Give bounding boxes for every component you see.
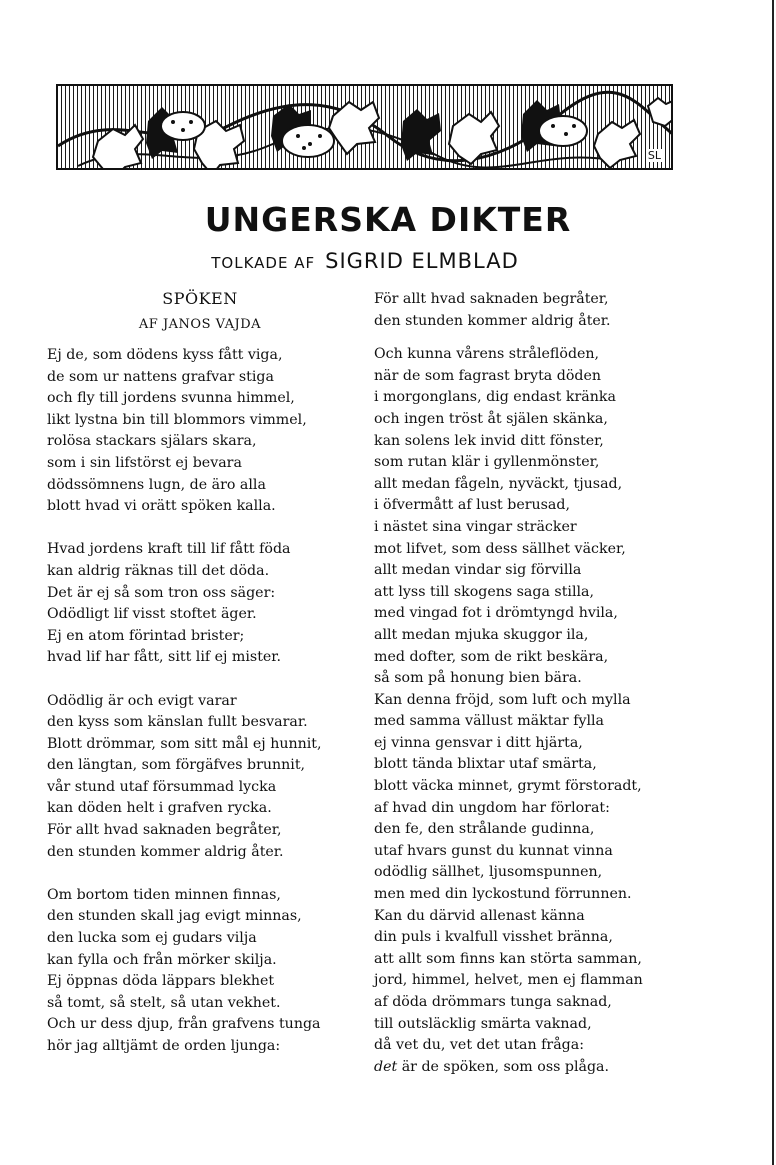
poem-line: den lucka som ej gudars vilja bbox=[47, 930, 257, 947]
poem-line: att lyss till skogens saga stilla, bbox=[374, 583, 594, 600]
poem-line: mot lifvet, som dess sällhet väcker, bbox=[374, 540, 626, 557]
poem-line: blott tända blixtar utaf smärta, bbox=[374, 756, 597, 773]
poem-line: den stunden skall jag evigt minnas, bbox=[47, 908, 302, 925]
poem-line: hör jag alltjämt de orden ljunga: bbox=[47, 1038, 281, 1054]
poem-line: Hvad jordens kraft till lif fått föda bbox=[47, 541, 291, 558]
poem-line: rolösa stackars själars skara, bbox=[47, 433, 257, 450]
stanza bbox=[47, 345, 322, 518]
poem-line: den stunden kommer aldrig åter. bbox=[374, 312, 611, 329]
artist-monogram: SL bbox=[647, 149, 661, 162]
poem-line: Kan denna fröjd, som luft och mylla bbox=[374, 691, 631, 708]
stanza bbox=[374, 344, 643, 1057]
poem-line: För allt hvad saknaden begråter, bbox=[47, 822, 282, 839]
page-edge bbox=[772, 0, 774, 1165]
poem-line: odödlig sällhet, ljusomspunnen, bbox=[374, 864, 603, 881]
poem-line: de som ur nattens grafvar stiga bbox=[47, 368, 274, 385]
poem-line: så tomt, så stelt, så utan vekhet. bbox=[47, 994, 281, 1011]
subtitle-prefix: TOLKADE AF bbox=[211, 254, 316, 272]
poem-line: så som på honung bien bära. bbox=[374, 670, 582, 687]
poem-line: af hvad din ungdom har förlorat: bbox=[374, 799, 610, 816]
poem-line: och ingen tröst åt själen skänka, bbox=[374, 410, 608, 427]
poem-line: i öfvermått af lust berusad, bbox=[374, 497, 570, 514]
poem-line: kan fylla och från mörker skilja. bbox=[47, 951, 277, 968]
poem-line: då vet du, vet det utan fråga: bbox=[374, 1037, 584, 1054]
floral-ornament bbox=[58, 86, 673, 170]
poem-line: Odödligt lif visst stoftet äger. bbox=[47, 606, 257, 623]
poem-line: blott väcka minnet, grymt förstoradt, bbox=[374, 778, 642, 795]
poem-line: och fly till jordens svunna himmel, bbox=[47, 390, 295, 407]
decorative-banner bbox=[56, 84, 673, 170]
poem-line: den kyss som känslan fullt besvarar. bbox=[47, 714, 308, 731]
poem-line: allt medan mjuka skuggor ila, bbox=[374, 626, 589, 643]
emphasis: det bbox=[374, 1058, 398, 1075]
right-column bbox=[374, 289, 643, 1078]
poem-title: SPÖKEN bbox=[162, 289, 238, 308]
poem-line: vår stund utaf försummad lycka bbox=[47, 778, 277, 795]
poem-line: Det är ej så som tron oss säger: bbox=[47, 584, 276, 601]
poem-line: jord, himmel, helvet, men ej flamman bbox=[374, 972, 643, 989]
page-title: UNGERSKA DIKTER bbox=[204, 200, 572, 239]
poem-line: Och ur dess djup, från grafvens tunga bbox=[47, 1016, 321, 1033]
poem-line: allt medan fågeln, nyväckt, tjusad, bbox=[374, 475, 623, 492]
line-text: är de spöken, som oss plåga. bbox=[397, 1058, 610, 1075]
poem-line: att allt som finns kan störta samman, bbox=[374, 950, 642, 967]
poem-line: Om bortom tiden minnen finnas, bbox=[47, 886, 281, 903]
poem-line: kan aldrig räknas till det döda. bbox=[47, 562, 270, 579]
poem-line: den fe, den strålande gudinna, bbox=[374, 821, 595, 838]
poem-line: med dofter, som de rikt beskära, bbox=[374, 648, 609, 665]
translator-name: SIGRID ELMBLAD bbox=[325, 249, 519, 273]
subtitle bbox=[0, 249, 730, 273]
poem-line: blott hvad vi orätt spöken kalla. bbox=[47, 498, 276, 515]
poem-line: den längtan, som förgäfves brunnit, bbox=[47, 757, 306, 774]
poem-line: likt lystna bin till blommors vimmel, bbox=[47, 411, 307, 428]
poem-line: din puls i kvalfull visshet bränna, bbox=[374, 929, 613, 946]
poem-line: som i sin lifstörst ej bevara bbox=[47, 454, 242, 471]
poem-author: AF JANOS VAJDA bbox=[138, 317, 262, 332]
poem-line: den stunden kommer aldrig åter. bbox=[47, 843, 284, 860]
stanza bbox=[47, 691, 322, 864]
poem-line: Och kunna vårens stråleflöden, bbox=[374, 346, 600, 363]
stanza bbox=[47, 885, 322, 1058]
poem-line: till outsläcklig smärta vaknad, bbox=[374, 1015, 592, 1032]
poem-line: hvad lif har fått, sitt lif ej mister. bbox=[47, 649, 282, 666]
poem-line: i nästet sina vingar sträcker bbox=[374, 518, 577, 535]
stanza bbox=[374, 289, 643, 332]
poem-line: Kan du därvid allenast känna bbox=[374, 907, 585, 924]
poem-line: när de som fagrast bryta döden bbox=[374, 367, 601, 384]
poem-line: ej vinna gensvar i ditt hjärta, bbox=[374, 734, 583, 751]
poem-line: Ej de, som dödens kyss fått viga, bbox=[47, 347, 283, 363]
poem-line-final bbox=[374, 1057, 643, 1079]
poem-line: kan solens lek invid ditt fönster, bbox=[374, 432, 604, 449]
poem-line: men med din lyckostund förrunnen. bbox=[374, 886, 632, 903]
poem-line: med samma vällust mäktar fylla bbox=[374, 713, 604, 730]
poem-line: allt medan vindar sig förvilla bbox=[374, 562, 582, 579]
poem-line: utaf hvars gunst du kunnat vinna bbox=[374, 842, 613, 859]
poem-line: som rutan klär i gyllenmönster, bbox=[374, 454, 600, 471]
poem-line: kan döden helt i grafven rycka. bbox=[47, 800, 272, 817]
poem-line: af döda drömmars tunga saknad, bbox=[374, 994, 612, 1010]
poem-line: Ej öppnas döda läppars blekhet bbox=[47, 973, 275, 990]
left-column bbox=[47, 345, 322, 1079]
poem-line: Blott drömmar, som sitt mål ej hunnit, bbox=[47, 735, 322, 752]
poem-line: Ej en atom förintad brister; bbox=[47, 627, 245, 644]
poem-line: i morgonglans, dig endast kränka bbox=[374, 389, 616, 406]
poem-line: med vingad fot i drömtyngd hvila, bbox=[374, 605, 618, 622]
poem-line: dödssömnens lugn, de äro alla bbox=[47, 476, 266, 493]
stanza bbox=[47, 539, 322, 669]
poem-line: För allt hvad saknaden begråter, bbox=[374, 291, 609, 307]
poem-line: Odödlig är och evigt varar bbox=[47, 692, 237, 709]
